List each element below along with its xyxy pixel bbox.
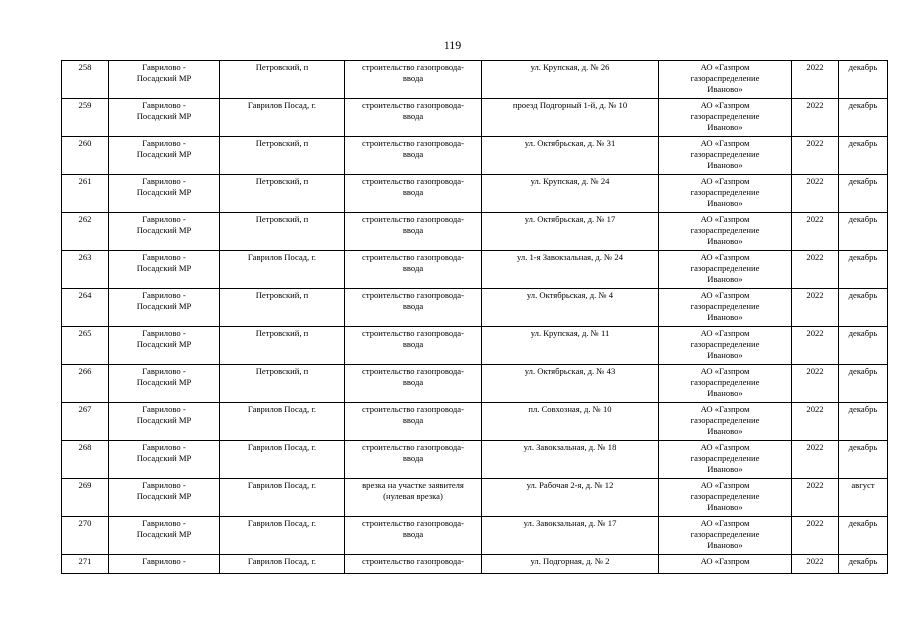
address: ул. Октябрьская, д. № 31 [524,138,616,148]
month-cell [839,555,888,574]
organization-line-2: газораспределение [690,453,760,464]
year: 2022 [806,328,824,338]
locality-cell [220,213,345,251]
address-cell [482,479,659,517]
year: 2022 [806,366,824,376]
month-cell [839,61,888,99]
organization-line-1: АО «Газпром [700,100,750,110]
row-number: 259 [78,100,92,110]
organization-line-1: АО «Газпром [700,176,750,186]
organization-line-3: Иваново» [707,122,743,133]
district-line-1: Гаврилово - [142,62,186,72]
locality-cell [220,403,345,441]
organization-line-2: газораспределение [690,225,760,236]
work-type-line-1: строительство газопровода- [362,214,464,224]
row-number-cell [62,251,109,289]
table-row [62,327,888,365]
row-number: 268 [78,442,92,452]
work-type-cell [345,213,482,251]
organization-line-3: Иваново» [707,198,743,209]
locality: Гаврилов Посад, г. [247,404,317,414]
row-number: 264 [78,290,92,300]
year-cell [792,403,839,441]
work-type-line-2: (нулевая врезка) [383,491,443,502]
locality: Гаврилов Посад, г. [247,442,317,452]
locality: Петровский, п [255,328,309,338]
address: проезд Подгорный 1-й, д. № 10 [512,100,628,110]
district-line-1: Гаврилово - [142,252,186,262]
district-cell [109,99,220,137]
address: ул. Крупская, д. № 24 [530,176,610,186]
month: декабрь [848,404,878,414]
table-row [62,289,888,327]
organization-cell [659,403,792,441]
row-number-cell [62,61,109,99]
district-line-2: Посадский МР [136,529,192,540]
row-number-cell [62,137,109,175]
table-row [62,251,888,289]
month-cell [839,99,888,137]
year-cell [792,137,839,175]
year: 2022 [806,214,824,224]
organization-line-3: Иваново» [707,236,743,247]
district-cell [109,289,220,327]
organization-line-3: Иваново» [707,160,743,171]
district-line-2: Посадский МР [136,73,192,84]
organization-line-1: АО «Газпром [700,138,750,148]
row-number-cell [62,365,109,403]
row-number: 265 [78,328,92,338]
row-number: 263 [78,252,92,262]
table-row [62,403,888,441]
organization-cell [659,289,792,327]
year-cell [792,441,839,479]
month: декабрь [848,328,878,338]
address: ул. Рабочая 2-я, д. № 12 [526,480,614,490]
year: 2022 [806,290,824,300]
year-cell [792,175,839,213]
work-type-line-1: строительство газопровода- [362,442,464,452]
district-line-1: Гаврилово - [142,480,186,490]
row-number: 266 [78,366,92,376]
month: декабрь [848,518,878,528]
work-type-line-1: строительство газопровода- [362,404,464,414]
row-number-cell [62,175,109,213]
address-cell [482,251,659,289]
year: 2022 [806,556,824,566]
table-row [62,365,888,403]
locality: Гаврилов Посад, г. [247,480,317,490]
work-type-line-1: строительство газопровода- [362,100,464,110]
address-cell [482,327,659,365]
work-type-cell [345,365,482,403]
district-line-2: Посадский МР [136,149,192,160]
table-row [62,99,888,137]
district-line-2: Посадский МР [136,301,192,312]
organization-line-2: газораспределение [690,149,760,160]
table-body [62,61,888,574]
district-line-1: Гаврилово - [142,176,186,186]
work-type-cell [345,289,482,327]
year-cell [792,479,839,517]
district-line-1: Гаврилово - [142,404,186,414]
organization-line-2: газораспределение [690,377,760,388]
district-cell [109,137,220,175]
year: 2022 [806,62,824,72]
organization-line-1: АО «Газпром [700,328,750,338]
work-type-cell [345,61,482,99]
district-line-2: Посадский МР [136,111,192,122]
work-type-line-2: ввода [402,73,424,84]
district-line-1: Гаврилово - [142,138,186,148]
address: ул. Крупская, д. № 26 [530,62,610,72]
district-cell [109,327,220,365]
district-line-1: Гаврилово - [142,366,186,376]
organization-cell [659,175,792,213]
organization-cell [659,99,792,137]
address: ул. Октябрьская, д. № 43 [524,366,616,376]
address-cell [482,441,659,479]
locality: Петровский, п [255,214,309,224]
row-number: 258 [78,62,92,72]
organization-line-1: АО «Газпром [700,290,750,300]
district-line-2: Посадский МР [136,339,192,350]
table-row [62,517,888,555]
year-cell [792,327,839,365]
year: 2022 [806,176,824,186]
month: декабрь [848,252,878,262]
address: ул. Завокзальная, д. № 18 [523,442,617,452]
address-cell [482,99,659,137]
table-row [62,479,888,517]
month-cell [839,365,888,403]
address-cell [482,365,659,403]
work-type-line-2: ввода [402,225,424,236]
work-type-line-2: ввода [402,529,424,540]
district-line-2: Посадский МР [136,263,192,274]
work-type-cell [345,99,482,137]
address-cell [482,213,659,251]
table-row [62,175,888,213]
district-line-1: Гаврилово - [142,214,186,224]
page-number: 119 [443,38,462,52]
year: 2022 [806,480,824,490]
table-row [62,213,888,251]
work-type-line-2: ввода [402,453,424,464]
organization-line-2: газораспределение [690,491,760,502]
locality-cell [220,479,345,517]
month: декабрь [848,62,878,72]
locality-cell [220,555,345,574]
organization-line-2: газораспределение [690,111,760,122]
row-number-cell [62,517,109,555]
organization-line-2: газораспределение [690,301,760,312]
locality-cell [220,365,345,403]
row-number: 261 [78,176,92,186]
district-cell [109,441,220,479]
year: 2022 [806,442,824,452]
year-cell [792,517,839,555]
address-cell [482,517,659,555]
organization-line-2: газораспределение [690,415,760,426]
organization-cell [659,441,792,479]
district-cell [109,251,220,289]
year: 2022 [806,518,824,528]
month: декабрь [848,556,878,566]
organization-cell [659,61,792,99]
locality: Гаврилов Посад, г. [247,100,317,110]
address: ул. Завокзальная, д. № 17 [523,518,617,528]
work-type-line-1: строительство газопровода- [362,62,464,72]
district-cell [109,479,220,517]
row-number-cell [62,289,109,327]
work-type-line-2: ввода [402,111,424,122]
row-number-cell [62,99,109,137]
month: декабрь [848,442,878,452]
organization-line-1: АО «Газпром [700,404,750,414]
address: ул. Подгорная, д. № 2 [530,556,610,566]
month-cell [839,327,888,365]
locality-cell [220,61,345,99]
organization-cell [659,479,792,517]
district-cell [109,517,220,555]
district-cell [109,365,220,403]
organization-line-3: Иваново» [707,426,743,437]
organization-cell [659,365,792,403]
address: ул. Октябрьская, д. № 17 [524,214,616,224]
work-type-cell [345,403,482,441]
organization-line-2: газораспределение [690,187,760,198]
work-type-line-1: строительство газопровода- [362,252,464,262]
row-number-cell [62,403,109,441]
locality-cell [220,137,345,175]
organization-line-3: Иваново» [707,84,743,95]
row-number: 267 [78,404,92,414]
row-number-cell [62,327,109,365]
month-cell [839,289,888,327]
work-type-line-1: строительство газопровода- [362,290,464,300]
address: ул. 1-я Завокзальная, д. № 24 [516,252,623,262]
work-type-line-2: ввода [402,301,424,312]
year-cell [792,365,839,403]
organization-line-2: газораспределение [690,529,760,540]
organization-line-1: АО «Газпром [700,62,750,72]
address: ул. Крупская, д. № 11 [530,328,610,338]
district-cell [109,175,220,213]
month: декабрь [848,214,878,224]
address-cell [482,403,659,441]
month: август [851,480,875,490]
locality: Гаврилов Посад, г. [247,252,317,262]
work-type-line-1: строительство газопровода- [362,176,464,186]
row-number: 271 [78,556,92,566]
month-cell [839,251,888,289]
month: декабрь [848,366,878,376]
district-line-1: Гаврилово - [142,100,186,110]
work-type-cell [345,441,482,479]
organization-line-2: газораспределение [690,263,760,274]
district-line-2: Посадский МР [136,491,192,502]
organization-line-3: Иваново» [707,350,743,361]
work-type-line-1: строительство газопровода- [362,556,464,566]
table-row-partial [62,555,888,574]
year: 2022 [806,100,824,110]
organization-cell [659,555,792,574]
locality: Петровский, п [255,62,309,72]
organization-line-3: Иваново» [707,502,743,513]
row-number-cell [62,479,109,517]
work-type-line-1: врезка на участке заявителя [362,480,464,490]
organization-line-2: газораспределение [690,73,760,84]
row-number: 269 [78,480,92,490]
organization-line-3: Иваново» [707,274,743,285]
month-cell [839,479,888,517]
locality: Гаврилов Посад, г. [247,556,317,566]
month-cell [839,175,888,213]
month: декабрь [848,138,878,148]
year-cell [792,61,839,99]
row-number-cell [62,555,109,574]
work-type-line-2: ввода [402,187,424,198]
organization-cell [659,251,792,289]
district-line-1: Гаврилово - [142,290,186,300]
year-cell [792,251,839,289]
year: 2022 [806,252,824,262]
organization-line-1: АО «Газпром [700,252,750,262]
organization-line-3: Иваново» [707,388,743,399]
work-type-cell [345,137,482,175]
month-cell [839,403,888,441]
table-row [62,441,888,479]
organization-line-1: АО «Газпром [700,214,750,224]
organization-cell [659,327,792,365]
table-row [62,137,888,175]
year-cell [792,213,839,251]
locality-cell [220,441,345,479]
work-type-line-1: строительство газопровода- [362,518,464,528]
schedule-table [61,60,888,574]
locality-cell [220,251,345,289]
address-cell [482,137,659,175]
locality: Петровский, п [255,290,309,300]
address-cell [482,289,659,327]
organization-line-2: газораспределение [690,339,760,350]
year: 2022 [806,138,824,148]
organization-line-3: Иваново» [707,540,743,551]
work-type-cell [345,517,482,555]
month: декабрь [848,176,878,186]
row-number: 260 [78,138,92,148]
work-type-line-1: строительство газопровода- [362,366,464,376]
district-cell [109,61,220,99]
work-type-line-2: ввода [402,415,424,426]
address: пл. Совхозная, д. № 10 [528,404,612,414]
work-type-line-1: строительство газопровода- [362,138,464,148]
organization-line-1: АО «Газпром [700,366,750,376]
district-line-1: Гаврилово - [142,442,186,452]
locality-cell [220,175,345,213]
district-cell [109,555,220,574]
month-cell [839,213,888,251]
work-type-line-2: ввода [402,377,424,388]
row-number: 270 [78,518,92,528]
gasification-table [61,60,878,574]
month: декабрь [848,100,878,110]
locality-cell [220,99,345,137]
district-line-1: Гаврилово - [142,556,186,566]
locality: Петровский, п [255,176,309,186]
district-cell [109,213,220,251]
work-type-line-1: строительство газопровода- [362,328,464,338]
locality-cell [220,517,345,555]
locality-cell [220,327,345,365]
work-type-line-2: ввода [402,149,424,160]
organization-line-1: АО «Газпром [700,518,750,528]
month-cell [839,441,888,479]
work-type-line-2: ввода [402,339,424,350]
work-type-cell [345,479,482,517]
work-type-cell [345,175,482,213]
work-type-line-2: ввода [402,263,424,274]
row-number-cell [62,213,109,251]
district-line-2: Посадский МР [136,187,192,198]
row-number: 262 [78,214,92,224]
month: декабрь [848,290,878,300]
work-type-cell [345,555,482,574]
organization-line-1: АО «Газпром [700,480,750,490]
year-cell [792,289,839,327]
work-type-cell [345,327,482,365]
table-row [62,61,888,99]
district-line-1: Гаврилово - [142,328,186,338]
month-cell [839,517,888,555]
district-line-2: Посадский МР [136,225,192,236]
organization-cell [659,517,792,555]
district-line-2: Посадский МР [136,415,192,426]
address-cell [482,61,659,99]
organization-cell [659,213,792,251]
district-line-1: Гаврилово - [142,518,186,528]
month-cell [839,137,888,175]
year: 2022 [806,404,824,414]
year-cell [792,99,839,137]
row-number-cell [62,441,109,479]
district-cell [109,403,220,441]
organization-line-1: АО «Газпром [700,556,750,566]
organization-line-1: АО «Газпром [700,442,750,452]
address-cell [482,555,659,574]
district-line-2: Посадский МР [136,453,192,464]
address-cell [482,175,659,213]
organization-line-3: Иваново» [707,464,743,475]
work-type-cell [345,251,482,289]
organization-cell [659,137,792,175]
district-line-2: Посадский МР [136,377,192,388]
locality: Гаврилов Посад, г. [247,518,317,528]
year-cell [792,555,839,574]
organization-line-3: Иваново» [707,312,743,323]
locality-cell [220,289,345,327]
address: ул. Октябрьская, д. № 4 [526,290,614,300]
locality: Петровский, п [255,366,309,376]
locality: Петровский, п [255,138,309,148]
